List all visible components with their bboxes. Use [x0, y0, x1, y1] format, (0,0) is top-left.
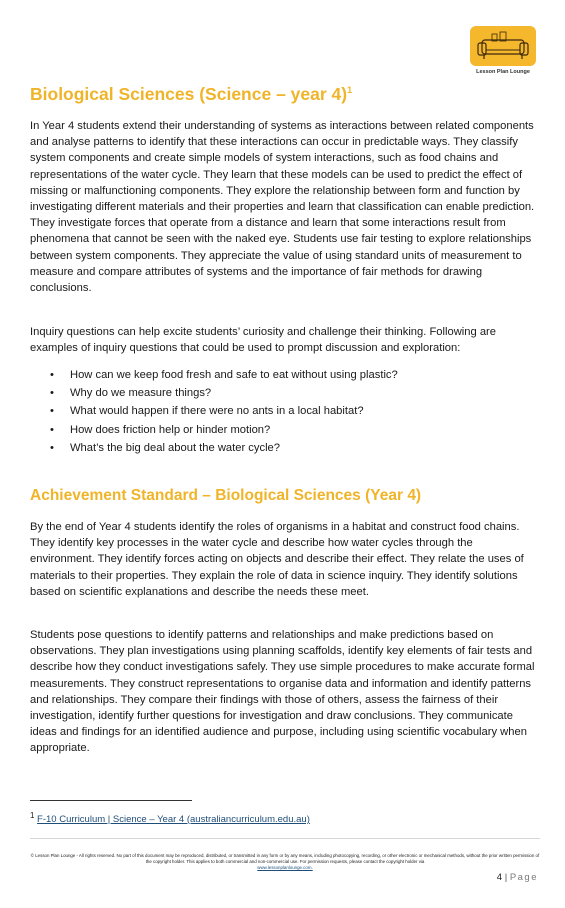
- copyright-notice: [30, 853, 540, 871]
- overview-paragraph: In Year 4 students extend their understanding of systems as interactions between related components and analyse patterns to identify that these interactions can occur in predictable ways. They classify system components and create simple models of system interactions, such as food chains and representations of the water cycle. They learn that these models can be used to predict the effect of missing or malfunctioning components. They explore the relationship between form and function by investigating different materials and their properties and learn that classification can enable prediction. They investigate forces that operate from a distance and learn that some interactions result from phenomena that cannot be seen with the naked eye. Students use fair testing to explore relationships between system components. They appreciate the value of using standard units of measurement to measure and compare attributes of systems and the importance of fair methods for drawing conclusions.: [30, 120, 535, 295]
- copyright-text: © Lesson Plan Lounge - All rights reserved. No part of this document may be reproduced, distributed, or transmitted in any form or by any means, including photocopying, recording, or other electronic or mechanical methods, without the prior written permission of the copyright holder. This applies to both commercial and non-commercial use. For permission requests, please contact the copyright holder via: [30, 853, 540, 864]
- list-item: • How does friction help or hinder motion?: [30, 421, 538, 439]
- list-item: • How can we keep food fresh and safe to eat without using plastic?: [30, 366, 538, 384]
- footnote-ref[interactable]: 1: [347, 85, 353, 96]
- footnote-number: 1: [30, 811, 35, 820]
- logo-text: Lesson Plan Lounge: [476, 69, 530, 75]
- section-title-biological-sciences: Biological Sciences (Science – year 4)$^1$: [30, 84, 353, 104]
- footnote: [30, 811, 310, 825]
- page-number: [497, 872, 538, 883]
- list-item: • What’s the big deal about the water cycle?: [30, 439, 538, 457]
- inquiry-questions-list: [30, 366, 538, 457]
- footer-divider: [30, 838, 540, 839]
- achievement-paragraph-1: By the end of Year 4 students identify the roles of organisms in a habitat and construct food chains. They identify key processes in the water cycle and describe how water cycles through the environment. They identify forces acting on objects and describe their effect. They relate the uses of materials to their properties. They explain the role of data in science inquiry. They identify solutions based on scientific explanations and describe the needs these meet.: [30, 521, 524, 598]
- lesson-plan-lounge-logo: [470, 26, 540, 82]
- website-link[interactable]: www.lessonplanlounge.com.: [257, 865, 313, 870]
- list-item: • What would happen if there were no ants in a local habitat?: [30, 402, 538, 420]
- page-separator: |: [504, 872, 508, 883]
- section-title-achievement-standard: Achievement Standard – Biological Sciences (Year 4): [30, 487, 422, 504]
- page-label: Page: [509, 872, 538, 883]
- list-item: • Why do we measure things?: [30, 384, 538, 402]
- curriculum-link[interactable]: F-10 Curriculum | Science – Year 4 (australiancurriculum.edu.au): [37, 814, 310, 826]
- sofa-icon: [470, 26, 536, 66]
- footnote-divider: [30, 800, 192, 801]
- achievement-paragraph-2: Students pose questions to identify patterns and relationships and make predictions based on observations. They plan investigations using planning scaffolds, identify key elements of fair tests and describe how they conduct investigations safely. They use simple procedures to make accurate formal measurements. They construct representations to organise data and information and identify patterns and relationships. They compare their findings with those of others, assess the fairness of their investigation, identify further questions for investigation and draw conclusions. They communicate ideas and findings for an identified audience and purpose, including using scientific vocabulary when appropriate.: [30, 629, 535, 755]
- inquiry-intro-paragraph: Inquiry questions can help excite students’ curiosity and challenge their thinking. Following are examples of inquiry questions that could be used to prompt discussion and exploration:: [30, 326, 496, 355]
- page-number-value: 4: [496, 872, 503, 883]
